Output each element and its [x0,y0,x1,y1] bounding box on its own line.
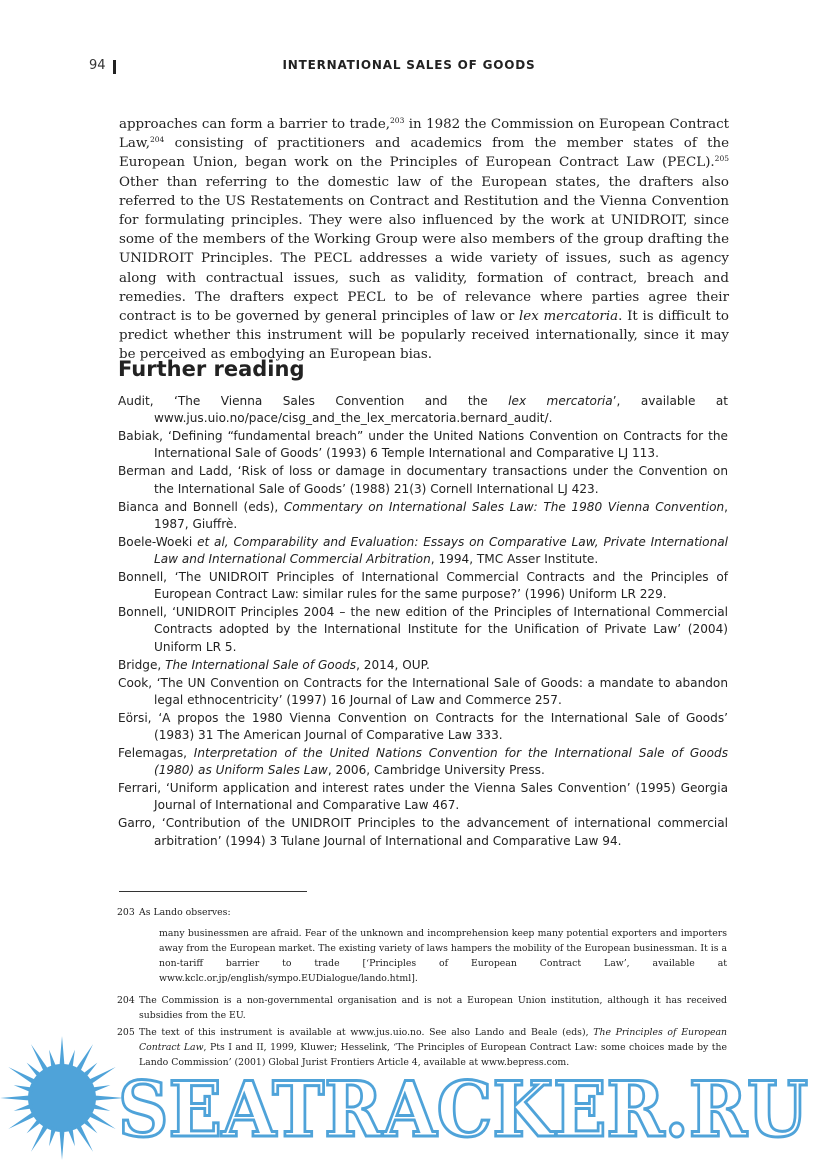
ref-text: , 1987, Giuffrè. [154,499,728,531]
text-run: approaches can form a barrier to trade, [119,117,391,132]
reference-item [118,534,728,569]
ref-text: , 1994, TMC Asser Institute. [430,552,599,567]
ref-text: Audit, ‘The Vienna Sales Convention and the [118,394,509,408]
ref-text: Babiak, ‘Defining “fundamental breach” under the United Nations Convention on Contracts for the International Sale of Goods’ (1993) 6 Temple International and Comparative LJ 113. [118,429,728,461]
ref-text: Berman and Ladd, ‘Risk of loss or damage in documentary transactions under the Convention on the International Sale of Goods’ (1988) 21(3) Cornell International LJ 423. [118,464,728,496]
ref-text: Bonnell, ‘UNIDROIT Principles 2004 – the new edition of the Principles of International Commercial Contracts adopted by the International Institute for the Unification of Private Law’ (2004) Uniform LR 5. [118,605,728,654]
italic-term: lex mercatoria [518,309,619,325]
sun-ray [59,1036,64,1068]
ref-italic: Interpretation of the United Nations Convention for the International Sale of Goods (1980) as Uniform Sales Law [154,745,728,778]
footnote-text: The text of this instrument is available at www.jus.uio.no. See also Lando and Beale (eds), [139,1027,594,1038]
reference-item [118,675,728,710]
footnote-204 [119,993,727,1023]
running-title: INTERNATIONAL SALES OF GOODS [282,58,536,72]
reference-item [118,745,728,780]
text-run: . It is difficult to predict whether this instrument will be popularly received internationally, since it may be perceived as embodying an European bias. [119,309,729,363]
ref-text: , 2014, OUP. [356,657,430,672]
text-run: consisting of practitioners and academics from the member states of the European Union, began work on the Principles of European Contract Law (PECL). [119,136,729,171]
footnote-203 [119,905,727,986]
reference-item [118,604,728,656]
watermark [0,1030,822,1162]
reference-item [118,569,728,604]
footnote-text: As Lando observes: [139,907,231,918]
section-title: Further reading [118,357,305,381]
reference-item [118,815,728,850]
ref-text: Boele-Woeki [118,534,198,549]
reference-item [118,428,728,463]
ref-italic: et al, Comparability and Evaluation: Essays on Comparative Law, Private International Law and International Commercial Arbitration [154,534,729,567]
footnote-number: 204 [117,995,135,1006]
sun-ray [81,1117,97,1133]
text-run: Other than referring to the domestic law of the European states, the drafters also referred to the US Restatements on Contract and Restitution and the Vienna Convention for formulating principles. They were also influenced by the work at UNIDROIT, since some of the members of the Working Group were also members of the group drafting the UNIDROIT Principles. The PECL addresses a wide variety of issues, such as agency along with contractual issues, such as validity, formation of contract, breach and remedies. The drafters expect PECL to be of relevance where parties agree their contract is to be governed by general principles of law or [119,174,729,325]
reference-item [118,780,728,815]
page-number: 94 [89,58,106,73]
ref-text: Ferrari, ‘Uniform application and interest rates under the Vienna Sales Convention’ (1995) Georgia Journal of International and Comparative Law 467. [118,781,728,813]
ref-text: Bridge, [118,657,166,672]
reference-list [118,393,728,850]
ref-text: Garro, ‘Contribution of the UNIDROIT Principles to the advancement of international commercial arbitration’ (1994) 3 Tulane Journal of International and Comparative Law 94. [118,816,728,848]
reference-item [118,710,728,745]
ref-text: Bonnell, ‘The UNIDROIT Principles of International Commercial Contracts and the Principles of European Contract Law: similar rules for the same purpose?’ (1996) Uniform LR 229. [118,569,728,602]
footnote-number: 203 [117,907,135,918]
ref-text: Felemagas, [118,745,194,760]
ref-text: , 2006, Cambridge University Press. [327,763,545,778]
sun-ray [81,1063,97,1079]
watermark-text: SEATRACKER.RU [118,1065,808,1154]
footnote-ref-204[interactable]: 204 [150,135,165,145]
reference-item [118,393,728,428]
footnote-text: , Pts I and II, 1999, Kluwer; Hesselink, ‘The Principles of European Contract Law: some choices made by the Lando Commission’ (2001) Global Jurist Frontiers Article 4, available at www.bepress.com. [139,1042,727,1068]
footnote-number: 205 [117,1027,135,1038]
ref-text: Cook, ‘The UN Convention on Contracts for the International Sale of Goods: a mandate to abandon legal ethnocentricity’ (1997) 16 Journal of Law and Commerce 257. [118,675,728,707]
sun-icon [0,1036,124,1160]
reference-item [118,463,728,498]
sun-ray [59,1128,64,1160]
sun-ray [27,1063,43,1079]
footnote-rule [119,891,307,892]
body-paragraph [119,115,729,365]
footnote-ref-203[interactable]: 203 [390,116,405,125]
reference-item [118,657,728,674]
ref-italic: The International Sale of Goods [165,657,357,672]
ref-text: Bianca and Bonnell (eds), [118,499,284,514]
ref-text: Eörsi, ‘A propos the 1980 Vienna Convention on Contracts for the International Sale of Goods’ (1983) 31 The American Journal of Comparative Law 333. [118,710,728,742]
footnote-text: The Commission is a non-governmental organisation and is not a European Union institution, although it has received subsidies from the EU. [139,995,727,1021]
sun-ray [27,1117,43,1133]
sun-ray [0,1095,32,1100]
footnote-ref-205[interactable]: 205 [714,154,729,164]
reference-item [118,499,728,534]
ref-text: ’, available at www.jus.uio.no/pace/cisg_and_the_lex_mercatoria.bernard_audit/. [154,394,728,426]
page-header [89,58,729,78]
text-run: in 1982 the Commission on European Contract Law, [119,117,729,152]
footnote-italic: The Principles of European Contract Law [139,1027,727,1053]
footnote-quote: many businessmen are afraid. Fear of the unknown and incomprehension keep many potential exporters and importers away from the European market. The existing variety of laws hampers the mobility of the European businessman. It is a non-tariff barrier to trade [‘Principles of European Contract Law’, available at www.kclc.or.jp/english/sympo.EUDialogue/lando.html]. [159,928,727,984]
ref-italic: Commentary on International Sales Law: The 1980 Vienna Convention [283,499,725,514]
ref-italic: lex mercatoria [508,394,613,408]
